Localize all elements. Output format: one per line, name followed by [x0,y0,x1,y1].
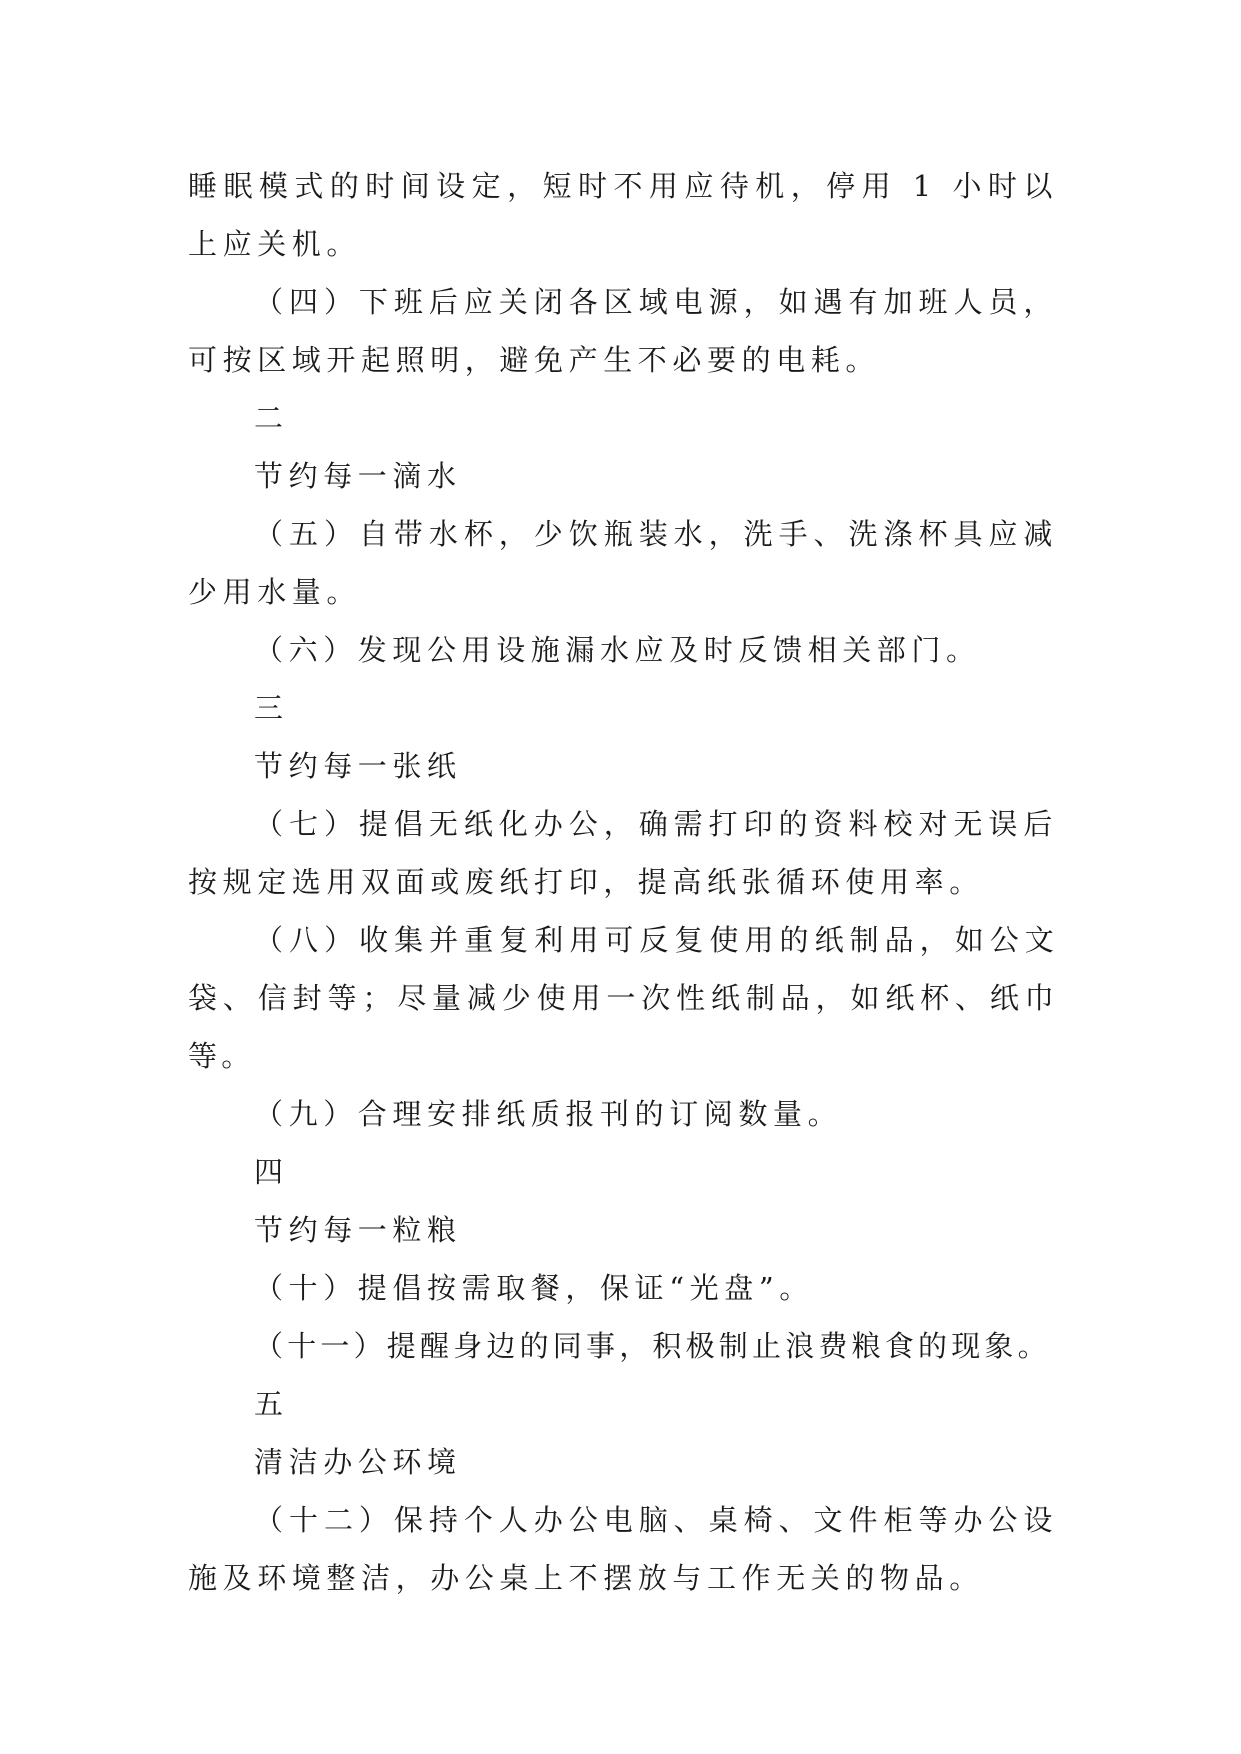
section-heading-save-paper: 节约每一张纸 [254,749,462,783]
paragraph-item-7: （七）提倡无纸化办公，确需打印的资料校对无误后按规定选用双面或废纸打印，提高纸张循环使用率。 [188,807,1058,899]
section-number-3: 三 [254,691,289,725]
document-body [188,157,1058,1607]
paragraph-item-5: （五）自带水杯，少饮瓶装水，洗手、洗涤杯具应减少用水量。 [188,517,1058,609]
section-heading-save-water: 节约每一滴水 [254,459,462,493]
section-number-5: 五 [254,1387,289,1421]
paragraph-item-4: （四）下班后应关闭各区域电源，如遇有加班人员，可按区域开起照明，避免产生不必要的电耗。 [188,285,1058,377]
paragraph-item-11: （十一）提醒身边的同事，积极制止浪费粮食的现象。 [254,1329,1051,1363]
paragraph-item-10: （十）提倡按需取餐，保证“光盘”。 [254,1271,814,1305]
paragraph-item-6: （六）发现公用设施漏水应及时反馈相关部门。 [254,633,981,667]
section-number-2: 二 [254,401,289,435]
section-heading-clean-office: 清洁办公环境 [254,1445,462,1479]
section-heading-save-food: 节约每一粒粮 [254,1213,462,1247]
paragraph-item-9: （九）合理安排纸质报刊的订阅数量。 [254,1097,843,1131]
paragraph-item-8: （八）收集并重复利用可反复使用的纸制品，如公文袋、信封等；尽量减少使用一次性纸制品，如纸杯、纸巾等。 [188,923,1058,1073]
paragraph-sleep-mode: 睡眠模式的时间设定，短时不用应待机，停用 1 小时以上应关机。 [188,169,1058,261]
section-number-4: 四 [254,1155,289,1189]
paragraph-item-12: （十二）保持个人办公电脑、桌椅、文件柜等办公设施及环境整洁，办公桌上不摆放与工作无关的物品。 [188,1503,1058,1595]
